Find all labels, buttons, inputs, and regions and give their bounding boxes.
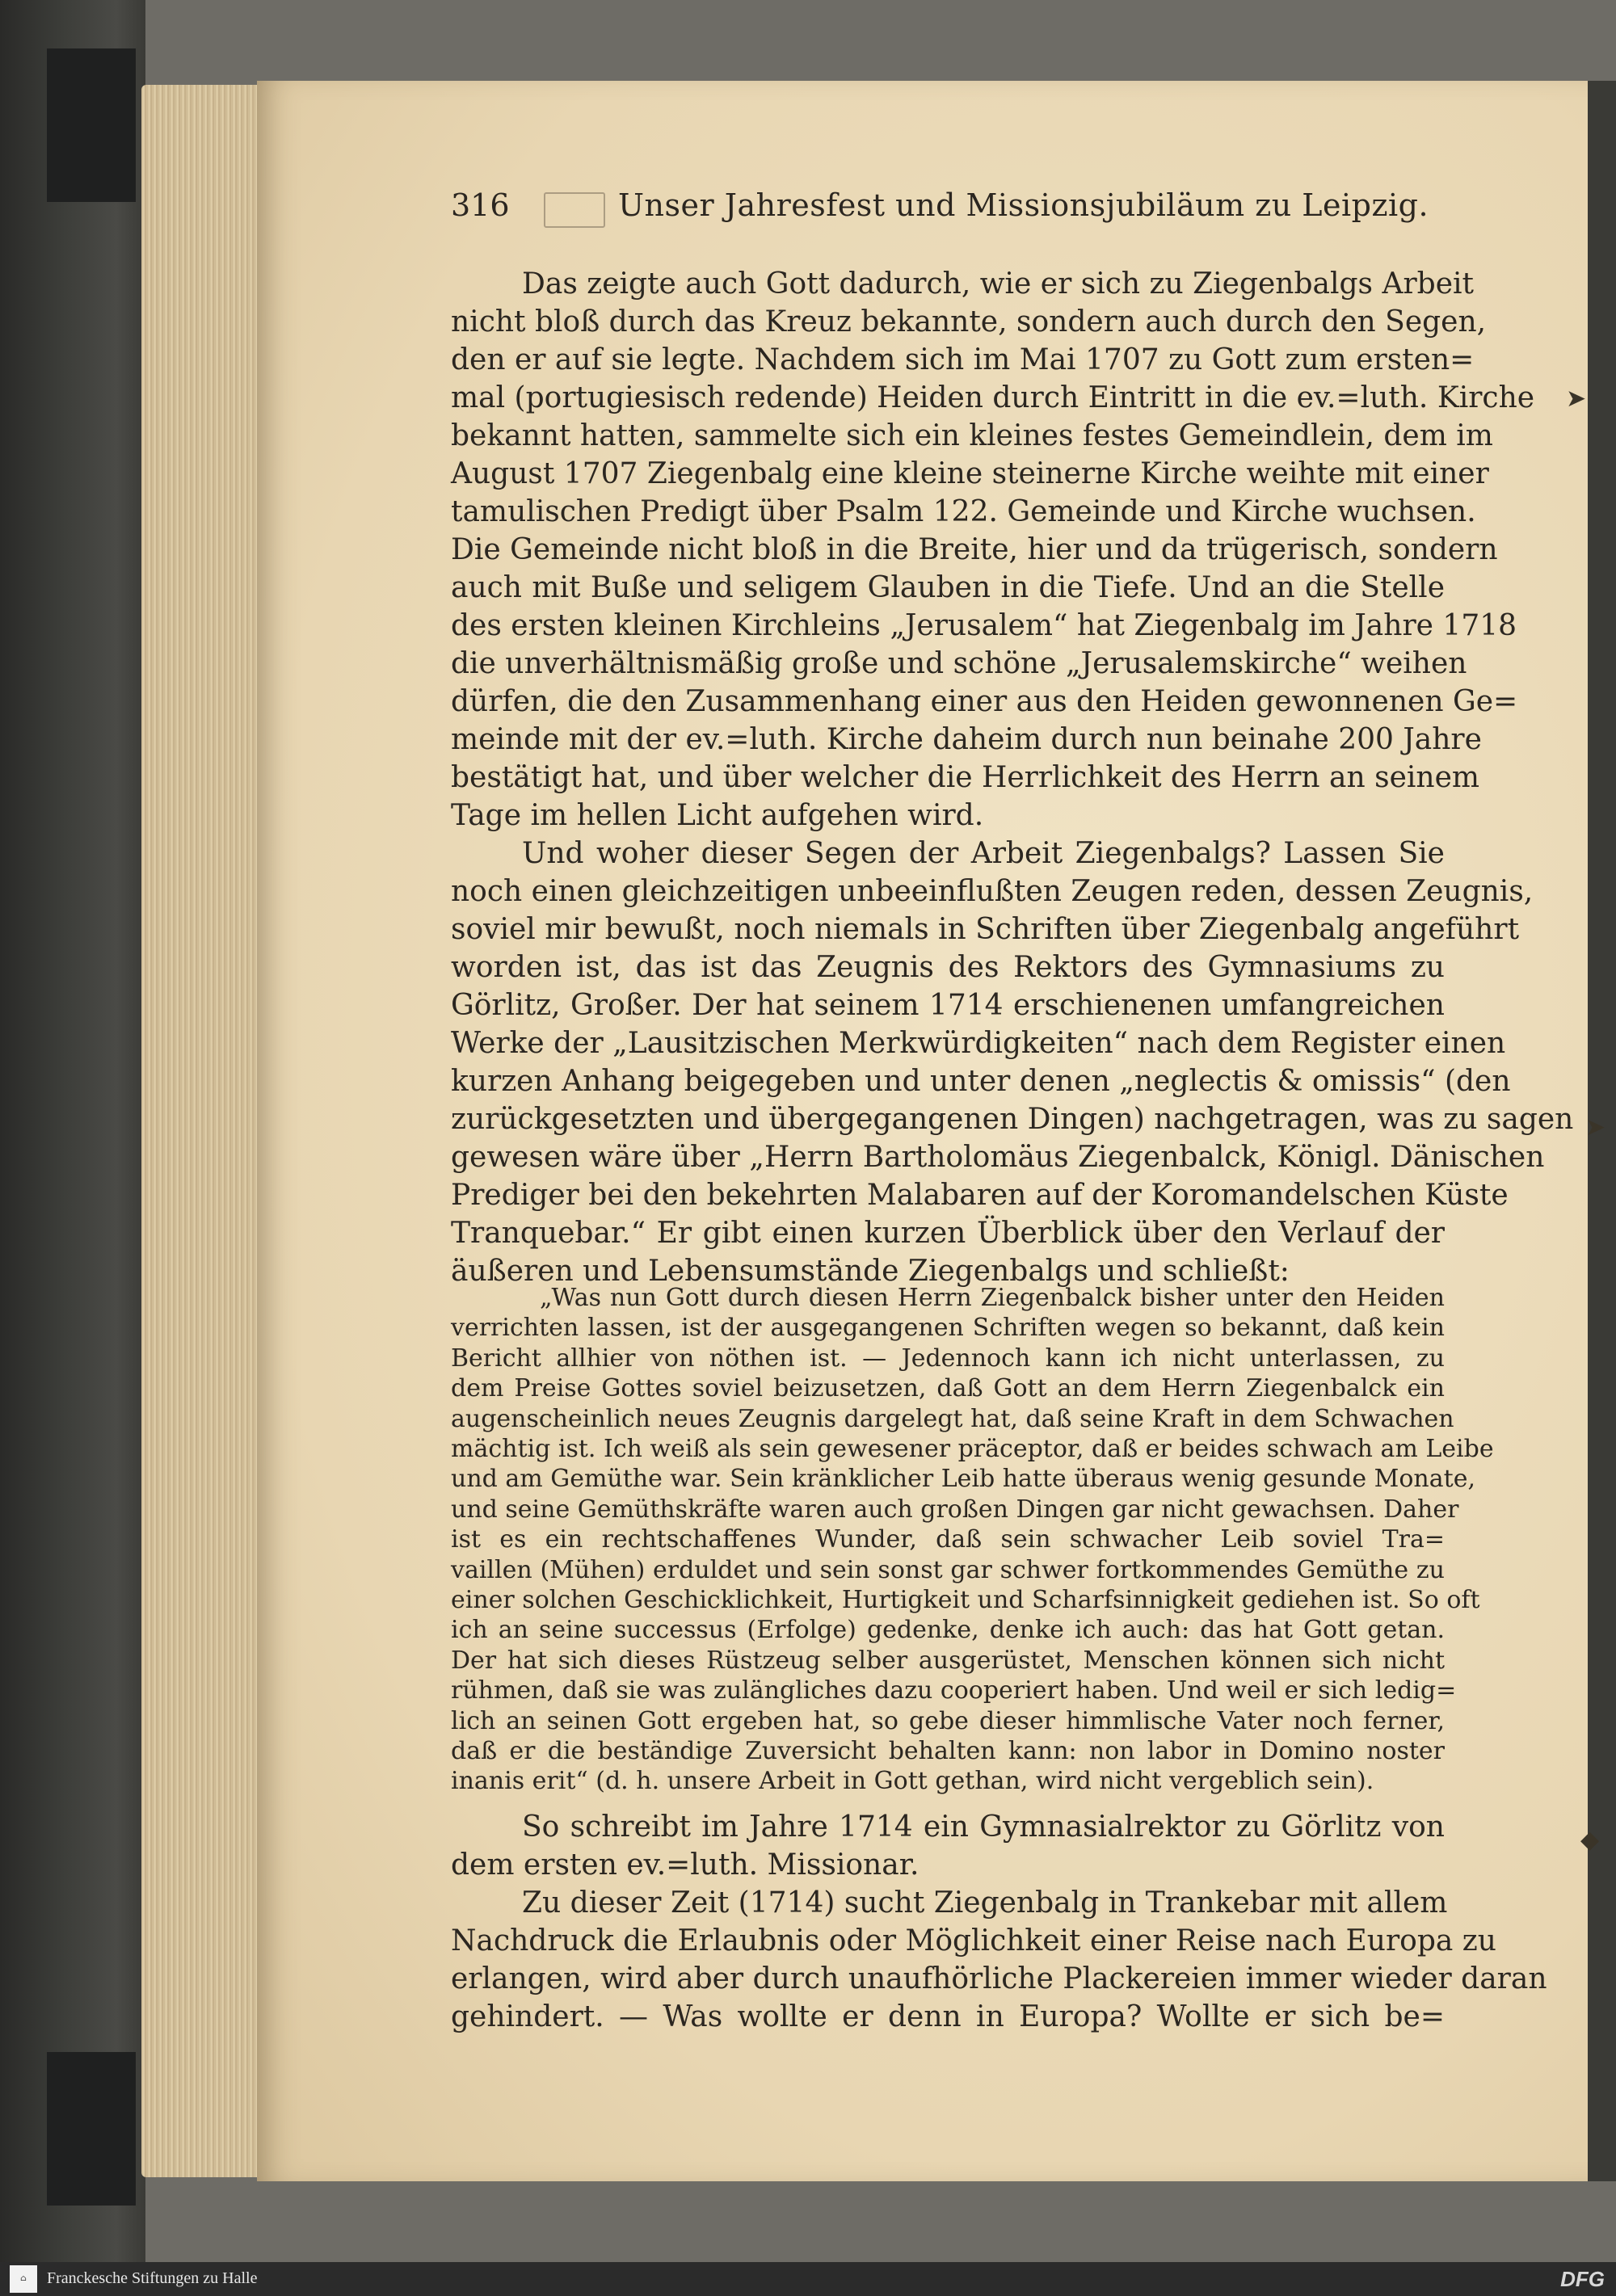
quote-line: lich an seinen Gott ergeben hat, so gebe dieser himmlische Vater noch ferner, (451, 1706, 1445, 1735)
text-line: gewesen wäre über „Herrn Bartholomäus Ziegenbalck, Königl. Dänischen (451, 1141, 1545, 1174)
text-line: mal (portugiesisch redende) Heiden durch Eintritt in die ev.=luth. Kirche (451, 381, 1535, 414)
text-line: Nachdruck die Erlaubnis oder Möglichkeit einer Reise nach Europa zu (451, 1924, 1496, 1957)
quote-line: dem Preise Gottes soviel beizusetzen, daß Gott an dem Herrn Ziegenbalck ein (451, 1374, 1445, 1403)
text-line: worden ist, das ist das Zeugnis des Rektors des Gymnasiums zu (451, 951, 1445, 984)
running-header (451, 187, 1445, 233)
quote-line: einer solchen Geschicklichkeit, Hurtigkeit und Scharfsinnigkeit gediehen ist. So oft (451, 1586, 1480, 1614)
running-head-title: Unser Jahresfest und Missionsjubiläum zu Leipzig. (618, 187, 1429, 223)
text-line: Werke der „Lausitzischen Merkwürdigkeiten“ nach dem Register einen (451, 1027, 1506, 1060)
text-line: nicht bloß durch das Kreuz bekannte, sondern auch durch den Segen, (451, 305, 1487, 339)
quote-line: „Was nun Gott durch diesen Herrn Ziegenbalck bisher unter den Heiden (540, 1284, 1445, 1312)
text-line: bekannt hatten, sammelte sich ein kleines festes Gemeindlein, dem im (451, 419, 1493, 452)
quote-line: vaillen (Mühen) erduldet und sein sonst gar schwer fortkommendes Gemüthe zu (451, 1555, 1445, 1584)
text-line: Tranquebar.“ Er gibt einen kurzen Überblick über den Verlauf der (451, 1217, 1445, 1250)
institution-logo: ⌂ (10, 2265, 37, 2293)
text-line: Görlitz, Großer. Der hat seinem 1714 erschienenen umfangreichen (451, 989, 1445, 1022)
institution-name: Franckesche Stiftungen zu Halle (47, 2269, 258, 2287)
text-line: Prediger bei den bekehrten Malabaren auf der Koromandelschen Küste (451, 1179, 1509, 1212)
text-line: die unverhältnismäßig große und schöne „Jerusalemskirche“ weihen (451, 647, 1467, 680)
text-line: Tage im hellen Licht aufgehen wird. (451, 799, 984, 832)
book-cover (0, 0, 145, 2262)
footer-bar (0, 2262, 1616, 2296)
text-line: Und woher dieser Segen der Arbeit Ziegenbalgs? Lassen Sie (522, 837, 1445, 870)
quote-line: Der hat sich dieses Rüstzeug selber ausgerüstet, Menschen können sich nicht (451, 1646, 1445, 1675)
margin-arrow-icon: ➤ (1585, 1113, 1606, 1142)
quote-line: rühmen, daß sie was zulängliches dazu cooperiert haben. Und weil er sich ledig= (451, 1676, 1457, 1705)
text-line: So schreibt im Jahre 1714 ein Gymnasialrektor zu Görlitz von (522, 1810, 1445, 1844)
quote-line: daß er die beständige Zuversicht behalten kann: non labor in Domino noster (451, 1737, 1445, 1765)
quote-line: verrichten lassen, ist der ausgegangenen Schriften wegen so bekannt, daß kein (451, 1314, 1445, 1343)
text-line: dürfen, die den Zusammenhang einer aus den Heiden gewonnenen Ge= (451, 685, 1518, 718)
quote-line: ich an seine successus (Erfolge) gedenke, denke ich auch: das hat Gott getan. (451, 1616, 1445, 1645)
quote-line: mächtig ist. Ich weiß als sein gewesener präceptor, daß er beides schwach am Leibe (451, 1435, 1494, 1463)
text-line: tamulischen Predigt über Psalm 122. Gemeinde und Kirche wuchsen. (451, 495, 1476, 528)
margin-arrow-icon: ➤ (1566, 385, 1587, 413)
text-line: noch einen gleichzeitigen unbeeinflußten Zeugen reden, dessen Zeugnis, (451, 875, 1534, 908)
margin-arrow-icon: ◆ (1580, 1826, 1600, 1854)
text-line: erlangen, wird aber durch unaufhörliche Plackereien immer wieder daran (451, 1962, 1547, 1995)
text-line: Die Gemeinde nicht bloß in die Breite, hier und da trügerisch, sondern (451, 533, 1498, 566)
quote-line: und am Gemüthe war. Sein kränklicher Leib hatte überaus wenig gesunde Monate, (451, 1465, 1475, 1494)
quote-line: Bericht allhier von nöthen ist. — Jedennoch kann ich nicht unterlassen, zu (451, 1344, 1445, 1373)
quote-line: und seine Gemüthskräfte waren auch großen Dingen gar nicht gewachsen. Daher (451, 1495, 1459, 1524)
cover-band (47, 2052, 136, 2206)
text-line: auch mit Buße und seligem Glauben in die Tiefe. Und an die Stelle (451, 571, 1445, 604)
text-line: meinde mit der ev.=luth. Kirche daheim durch nun beinahe 200 Jahre (451, 723, 1482, 756)
text-line: August 1707 Ziegenbalg eine kleine steinerne Kirche weihte mit einer (451, 457, 1489, 490)
library-stamp (544, 192, 605, 228)
quote-line: inanis erit“ (d. h. unsere Arbeit in Gott gethan, wird nicht vergeblich sein). (451, 1767, 1374, 1796)
text-line: bestätigt hat, und über welcher die Herrlichkeit des Herrn an seinem (451, 761, 1480, 794)
text-line: kurzen Anhang beigegeben und unter denen „neglectis & omissis“ (den (451, 1065, 1511, 1098)
text-line: gehindert. — Was wollte er denn in Europa? Wollte er sich be= (451, 2000, 1445, 2033)
dfg-logo: DFG (1560, 2267, 1605, 2291)
page-edges (141, 85, 271, 2177)
cover-band (47, 48, 136, 202)
page-number: 316 (451, 187, 510, 223)
text-line: den er auf sie legte. Nachdem sich im Mai 1707 zu Gott zum ersten= (451, 343, 1475, 376)
text-line: zurückgesetzten und übergegangenen Dingen) nachgetragen, was zu sagen (451, 1103, 1574, 1136)
text-line: dem ersten ev.=luth. Missionar. (451, 1848, 920, 1882)
text-line: des ersten kleinen Kirchleins „Jerusalem“ hat Ziegenbalg im Jahre 1718 (451, 609, 1517, 642)
text-line: soviel mir bewußt, noch niemals in Schriften über Ziegenbalg angeführt (451, 913, 1520, 946)
text-line: Das zeigte auch Gott dadurch, wie er sich zu Ziegenbalgs Arbeit (522, 267, 1475, 301)
quote-line: augenscheinlich neues Zeugnis dargelegt hat, daß seine Kraft in dem Schwachen (451, 1404, 1454, 1433)
quote-line: ist es ein rechtschaffenes Wunder, daß sein schwacher Leib soviel Tra= (451, 1525, 1445, 1554)
text-line: äußeren und Lebensumstände Ziegenbalgs und schließt: (451, 1255, 1290, 1288)
text-line: Zu dieser Zeit (1714) sucht Ziegenbalg in Trankebar mit allem (522, 1886, 1448, 1920)
